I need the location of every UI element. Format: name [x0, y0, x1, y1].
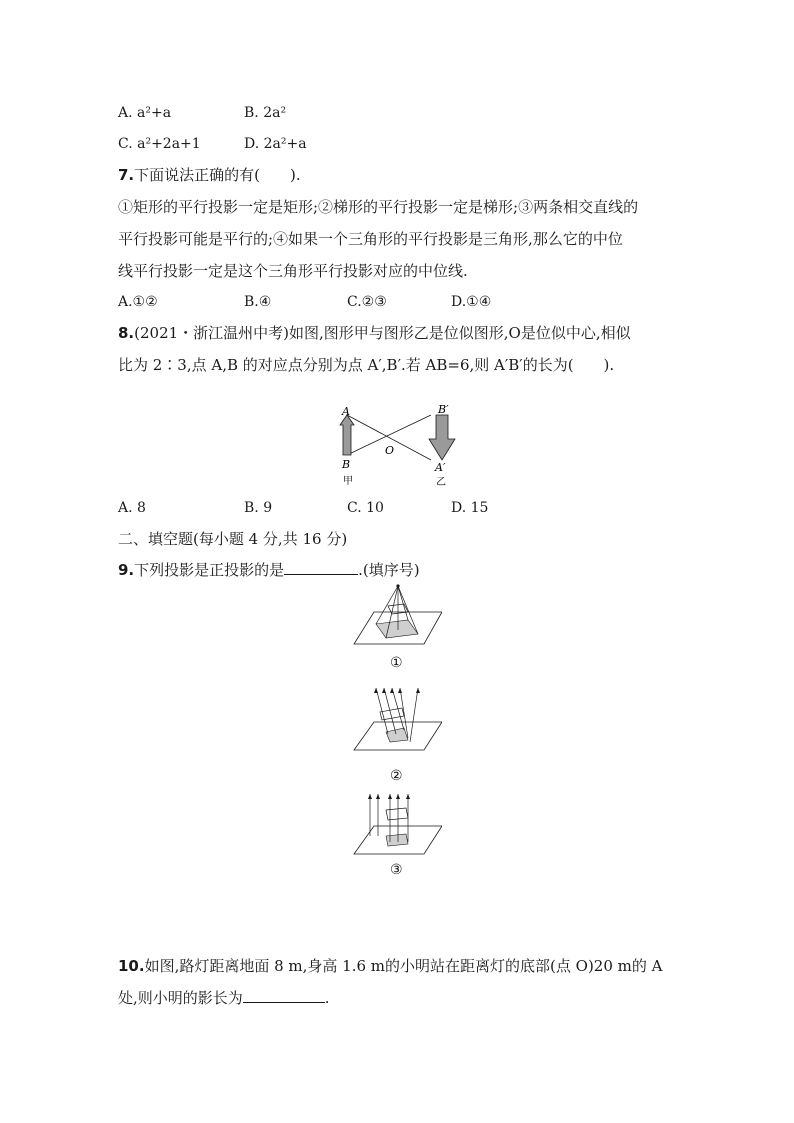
- shadow-region: [376, 620, 418, 638]
- q7-number: 7.: [118, 166, 135, 184]
- q8-number: 8.: [118, 324, 135, 342]
- q7-statement-line-1: ①矩形的平行投影一定是矩形;②梯形的平行投影一定是梯形;③两条相交直线的: [118, 198, 639, 216]
- q8-option-b: B. 9: [244, 500, 273, 516]
- caption-jia: 甲: [343, 476, 353, 487]
- q10-line-2: [118, 988, 330, 1008]
- q10-text-after: .: [324, 989, 330, 1007]
- label-b: B: [342, 458, 351, 471]
- q9-text-after: .(填序号): [358, 561, 420, 579]
- q8-text-1: (2021・浙江温州中考)如图,图形甲与图形乙是位似图形,O是位似中心,相似: [134, 324, 631, 342]
- point-light-source: [396, 584, 399, 587]
- q7-stem: [118, 165, 301, 185]
- q8-option-a: A. 8: [118, 500, 146, 516]
- q9-figure-1: [352, 582, 442, 648]
- q8-line-1: [118, 323, 631, 343]
- label-b-prime: B′: [438, 405, 449, 416]
- q9-number: 9.: [118, 561, 135, 579]
- q7-option-c: C.②③: [347, 294, 387, 310]
- q9-figure-2: [352, 684, 442, 752]
- shape-jia-arrow: [340, 415, 354, 455]
- q9-answer-blank[interactable]: [284, 560, 358, 575]
- label-a: A: [342, 405, 350, 418]
- q10-text-before: 处,则小明的影长为: [118, 989, 243, 1007]
- q8-option-d: D. 15: [451, 500, 489, 516]
- q7-option-d: D.①④: [451, 294, 492, 310]
- q9-figure-3: [352, 790, 442, 856]
- label-a-prime: A′: [435, 461, 446, 474]
- q9-figure-1-label: ①: [390, 655, 403, 671]
- object-triangle: [386, 808, 408, 820]
- q8-option-c: C. 10: [347, 500, 384, 516]
- q6-option-d: D. 2a²+a: [244, 136, 307, 152]
- q10-line-1: [118, 956, 662, 976]
- q10-answer-blank[interactable]: [243, 988, 325, 1003]
- q7-option-b: B.④: [244, 294, 272, 310]
- q9-line: [118, 560, 420, 580]
- q9-figure-3-label: ③: [390, 862, 403, 878]
- section-2-heading: 二、填空题(每小题 4 分,共 16 分): [118, 530, 348, 548]
- q10-number: 10.: [118, 957, 145, 975]
- q6-option-c: C. a²+2a+1: [118, 136, 201, 152]
- q8-homothety-figure: [325, 405, 475, 490]
- q9-text-before: 下列投影是正投影的是: [134, 561, 285, 579]
- shadow-region: [386, 834, 408, 846]
- q7-option-a: A.①②: [118, 294, 158, 310]
- shadow-region: [386, 728, 408, 742]
- q10-text-1: 如图,路灯距离地面 8 m,身高 1.6 m的小明站在距离灯的底部(点 O)20 m的 A: [144, 957, 663, 975]
- q9-figure-2-label: ②: [390, 768, 403, 784]
- q6-option-a: A. a²+a: [118, 105, 172, 121]
- shape-yi-arrow: [429, 415, 455, 460]
- q7-statement-line-3: 线平行投影一定是这个三角形平行投影对应的中位线.: [118, 262, 468, 280]
- q6-option-b: B. 2a²: [244, 105, 287, 121]
- q7-stem-text: 下面说法正确的有( ).: [134, 166, 301, 184]
- label-o: O: [385, 444, 395, 457]
- q7-statement-line-2: 平行投影可能是平行的;④如果一个三角形的平行投影是三角形,那么它的中位: [118, 230, 623, 248]
- q8-line-2: 比为 2∶3,点 A,B 的对应点分别为点 A′,B′.若 AB=6,则 A′B′的长为( ).: [118, 356, 615, 374]
- caption-yi: 乙: [436, 477, 446, 488]
